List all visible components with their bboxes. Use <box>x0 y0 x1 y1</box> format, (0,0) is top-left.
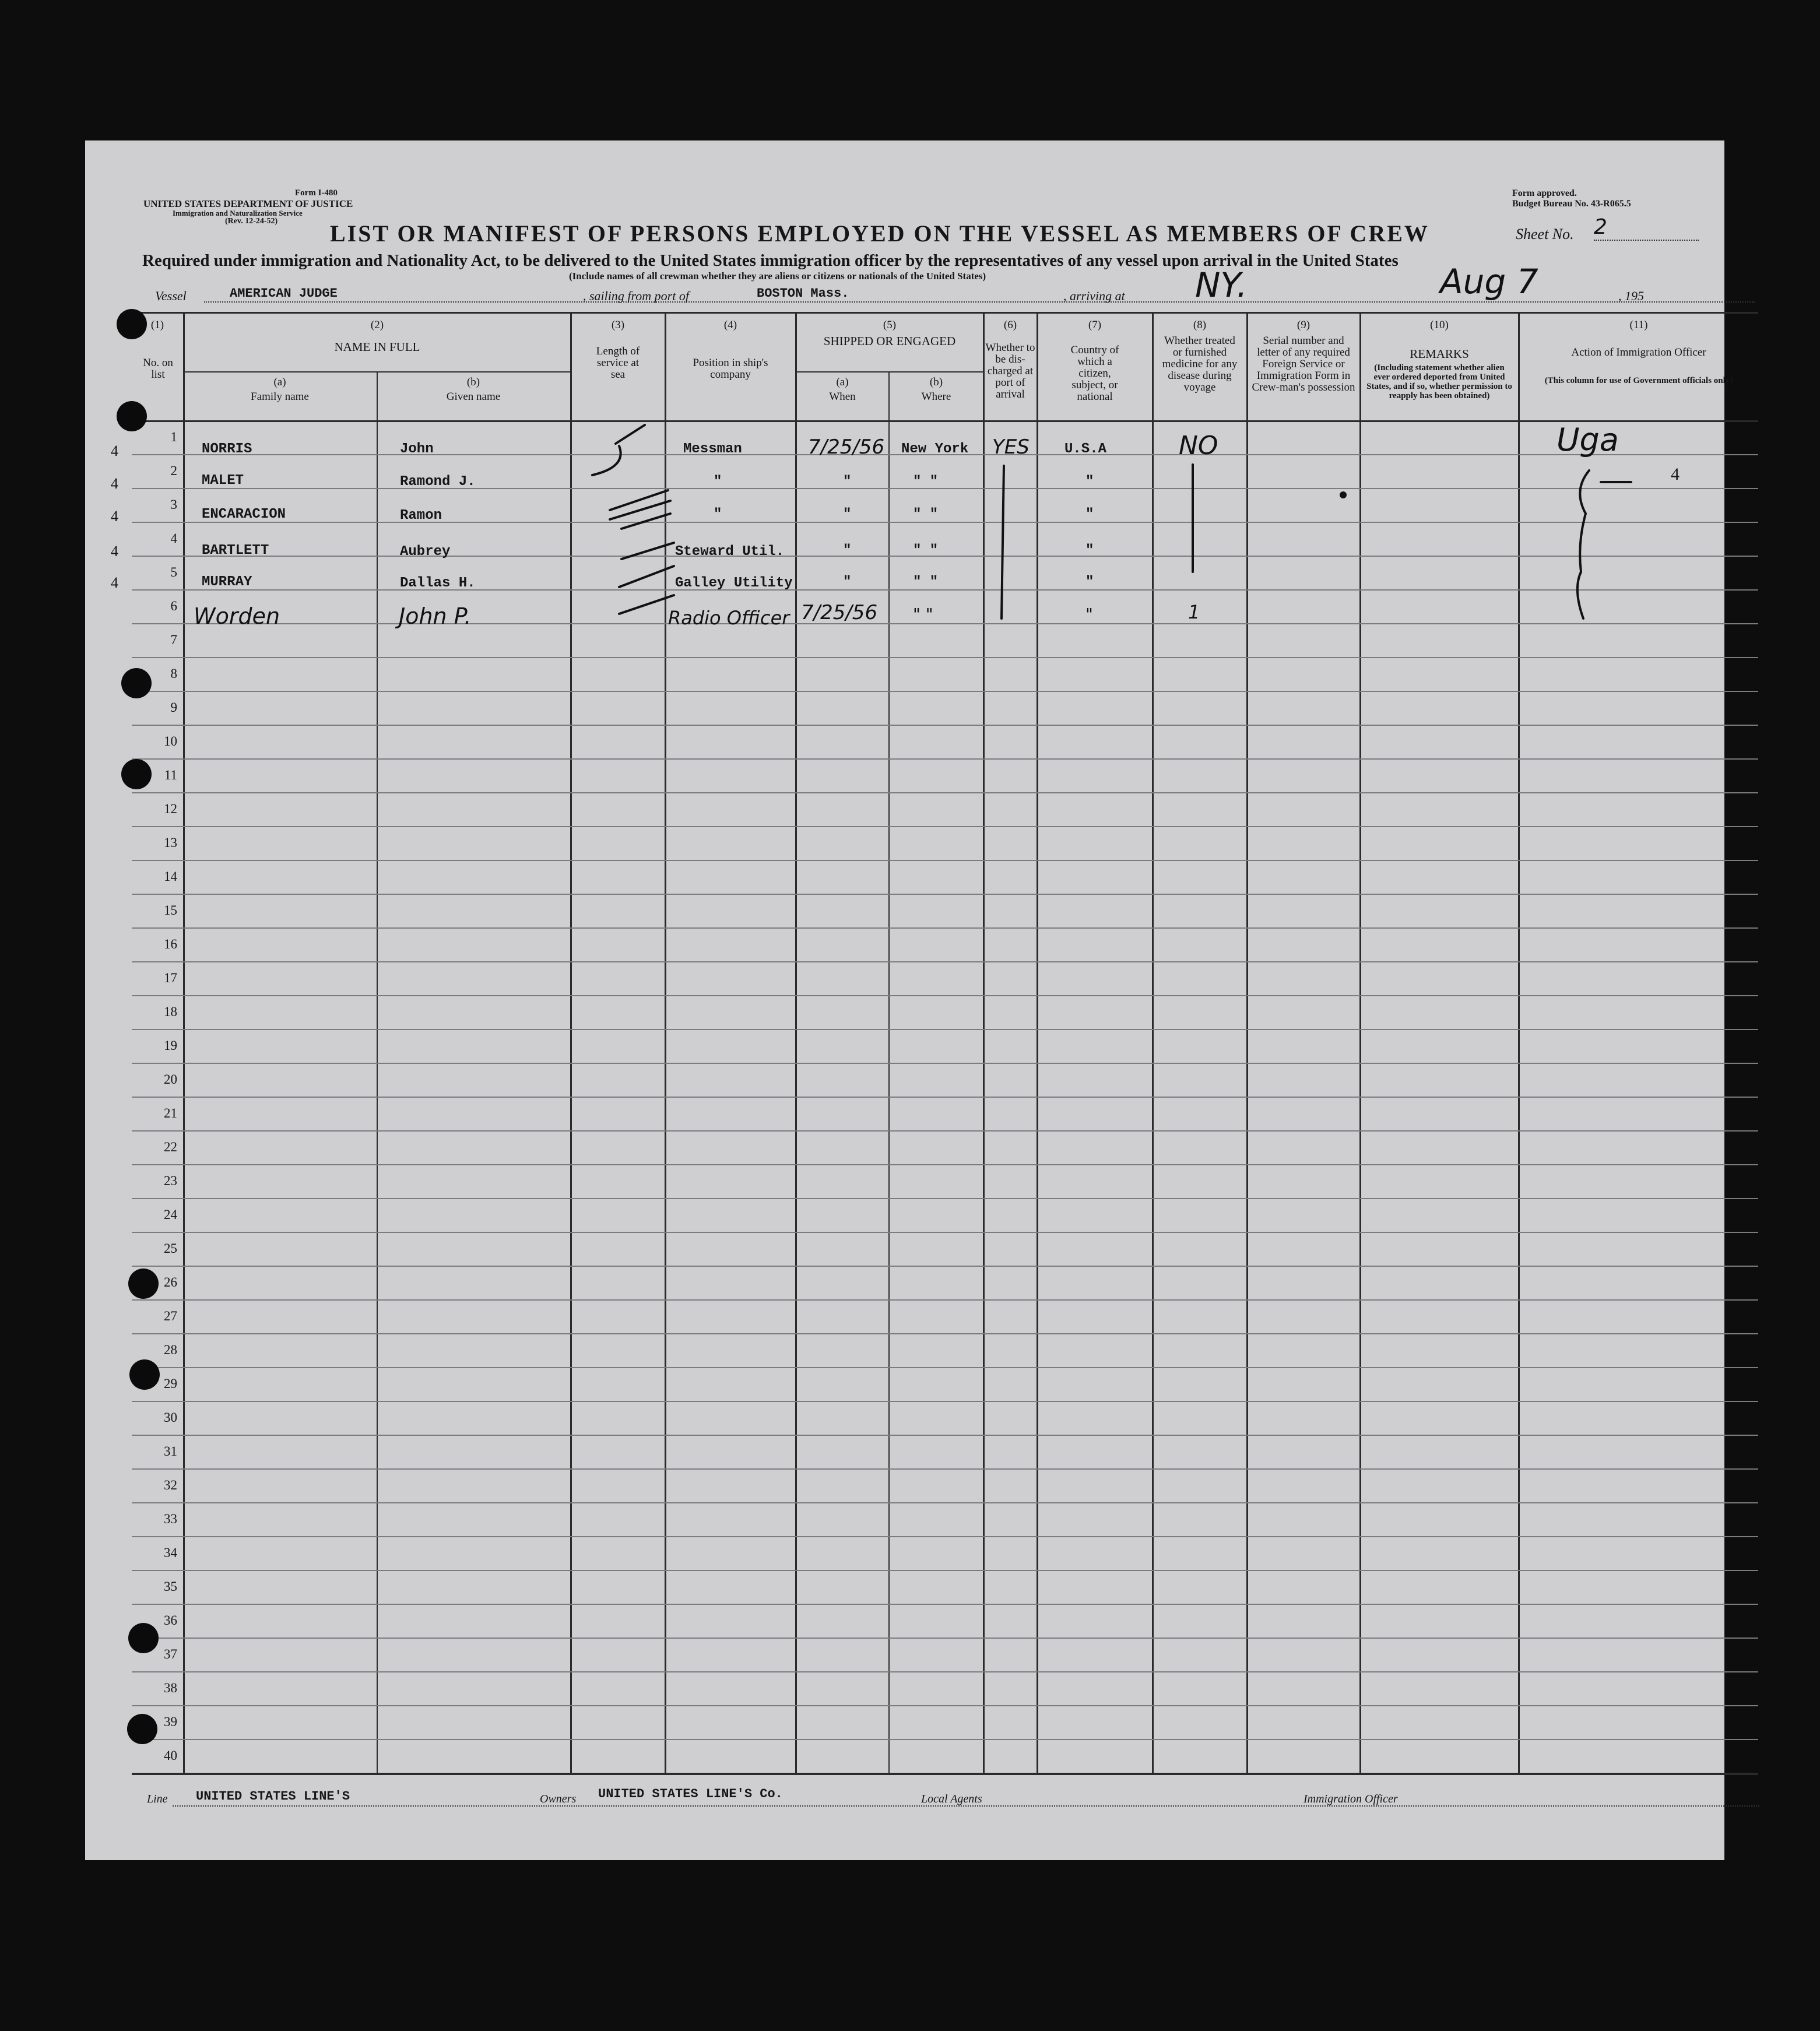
tick-mark-row5 <box>619 566 674 587</box>
budget-bureau: Budget Bureau No. 43-R065.5 <box>1512 199 1631 209</box>
tick-mark-row6 <box>619 595 674 614</box>
row-number: 1 <box>170 430 177 444</box>
row-line <box>132 961 1758 962</box>
row5-position: Galley Utility <box>675 575 793 591</box>
col8-header: Whether treated or furnished medicine for any disease during voyage <box>1162 335 1238 393</box>
row1-family-name: NORRIS <box>202 441 252 457</box>
department: UNITED STATES DEPARTMENT OF JUSTICE <box>143 198 353 209</box>
row-line <box>132 1638 1758 1639</box>
row1-where: New York <box>901 441 969 457</box>
row3-family-name: ENCARACION <box>202 507 286 522</box>
row-number: 26 <box>164 1275 177 1289</box>
sheet-number: 2 <box>1594 215 1607 239</box>
row1-margin-mark: 4 <box>111 442 118 459</box>
row4-family-name: BARTLETT <box>202 543 269 558</box>
row-number: 27 <box>164 1309 177 1323</box>
row-line <box>132 1130 1758 1132</box>
row-line <box>132 1536 1758 1537</box>
row-line <box>132 1029 1758 1030</box>
row-number: 4 <box>170 531 177 546</box>
row-number: 20 <box>164 1072 177 1087</box>
row1-given-name: John <box>400 441 434 457</box>
subtitle: Required under immigration and Nationality Act, to be delivered to the United States immigration officer by the representatives of any vessel upon arrival in the United States <box>142 251 1399 270</box>
col6-header: Whether to be dis-charged at port of arrival <box>985 342 1035 400</box>
row4-position: Steward Util. <box>675 544 785 560</box>
row-line <box>132 1435 1758 1436</box>
row-line <box>132 1705 1758 1706</box>
row3-country: " <box>1085 507 1094 522</box>
row-number: 29 <box>164 1376 177 1391</box>
row-number: 6 <box>170 599 177 613</box>
row-line <box>132 1367 1758 1368</box>
row-number: 22 <box>164 1140 177 1154</box>
col2-number: (2) <box>370 319 384 331</box>
row-line <box>132 1401 1758 1402</box>
row6-medicine: 1 <box>1188 601 1200 623</box>
col4-header: Position in ship's company <box>693 357 768 381</box>
row-line <box>132 860 1758 861</box>
footer-dotted-line <box>173 1805 1759 1807</box>
row-line <box>132 1299 1758 1301</box>
line-value: UNITED STATES LINE'S <box>196 1789 350 1804</box>
row-line <box>132 826 1758 827</box>
row4-given-name: Aubrey <box>400 544 451 560</box>
row-number: 30 <box>164 1410 177 1425</box>
row-number: 12 <box>164 802 177 816</box>
col9-header: Serial number and letter of any required Foreign Service or Immigration Form in Crew-man's possession <box>1252 335 1355 393</box>
col11-number: (11) <box>1629 319 1648 331</box>
col5b-header: Where <box>921 391 951 403</box>
row3-where: " " <box>913 507 939 522</box>
row-line <box>132 995 1758 996</box>
row-number: 21 <box>164 1106 177 1120</box>
row-number: 28 <box>164 1343 177 1357</box>
row4-when: " <box>843 543 852 558</box>
col3-number: (3) <box>611 319 625 331</box>
col5a-number: (a) <box>836 376 849 388</box>
include-note: (Include names of all crewman whether they are aliens or citizens or nationals of the United States) <box>569 270 986 282</box>
punch-hole <box>117 401 147 431</box>
row3-when: " <box>843 507 852 522</box>
row4-country: " <box>1085 543 1094 558</box>
col3-header: Length of service at sea <box>596 345 640 381</box>
col8-number: (8) <box>1193 319 1207 331</box>
row-number: 38 <box>164 1681 177 1695</box>
row-line <box>132 1502 1758 1503</box>
row1-action: Uga <box>1557 421 1619 458</box>
row-number: 39 <box>164 1714 177 1729</box>
col9-number: (9) <box>1297 319 1310 331</box>
col5a-header: When <box>829 391 856 403</box>
punch-hole <box>128 1623 159 1653</box>
row6-where: " " <box>913 605 933 624</box>
action-bracket <box>1577 470 1589 619</box>
row-number: 17 <box>164 971 177 985</box>
row-number: 15 <box>164 903 177 918</box>
row6-family-name: Worden <box>194 603 280 629</box>
row-line <box>132 792 1758 793</box>
punch-hole <box>117 309 147 339</box>
row-number: 10 <box>164 734 177 749</box>
row-line <box>132 1097 1758 1098</box>
row5-where: " " <box>913 574 939 590</box>
row-number: 32 <box>164 1478 177 1492</box>
row-line <box>132 1333 1758 1334</box>
row-number: 13 <box>164 835 177 850</box>
row-number: 3 <box>170 497 177 512</box>
form-number: Form I-480 <box>295 188 338 198</box>
col11-header: Action of Immigration Officer <box>1571 346 1706 359</box>
col6-number: (6) <box>1003 319 1017 331</box>
row-line <box>132 1671 1758 1672</box>
col7-header: Country of which a citizen, subject, or national <box>1070 344 1119 403</box>
table-bottom-border <box>132 1773 1758 1775</box>
row2-country: " <box>1085 474 1094 490</box>
row-number: 35 <box>164 1579 177 1594</box>
service: Immigration and Naturalization Service <box>173 209 303 217</box>
row1-discharged: YES <box>992 435 1030 459</box>
row-number: 7 <box>170 633 177 647</box>
row2-margin-mark: 4 <box>111 475 118 492</box>
row-line <box>132 1232 1758 1233</box>
col1-header: No. on list <box>143 357 173 381</box>
row-number: 8 <box>170 666 177 681</box>
row6-when: 7/25/56 <box>801 601 878 624</box>
row-line <box>132 927 1758 929</box>
tick-mark-row3 <box>610 490 670 529</box>
discharged-line <box>1002 466 1004 619</box>
row5-family-name: MURRAY <box>202 574 252 590</box>
col10-header: REMARKS <box>1410 347 1469 361</box>
row-number: 9 <box>170 700 177 715</box>
row-number: 14 <box>164 869 177 884</box>
row2-given-name: Ramond J. <box>400 474 476 490</box>
punch-hole <box>121 759 152 789</box>
row-number: 31 <box>164 1444 177 1459</box>
punch-hole <box>129 1359 160 1390</box>
row5-margin-mark: 4 <box>111 574 118 591</box>
arriving-label: , arriving at <box>1063 289 1125 303</box>
punch-hole <box>121 668 152 698</box>
punch-hole <box>128 1269 159 1299</box>
row6-position: Radio Officer <box>668 607 790 629</box>
row-number: 36 <box>164 1613 177 1628</box>
col5-header: SHIPPED OR ENGAGED <box>823 334 956 348</box>
col5b-number: (b) <box>929 376 943 388</box>
col1-number: (1) <box>150 319 164 331</box>
row4-where: " " <box>913 543 939 558</box>
local-agents-label: Local Agents <box>921 1793 982 1805</box>
row5-when: " <box>843 574 852 590</box>
col2a-number: (a) <box>273 376 286 388</box>
manifest-sheet <box>85 140 1733 1860</box>
row-number: 19 <box>164 1038 177 1053</box>
row2-where: " " <box>913 474 939 490</box>
row-line <box>132 1570 1758 1571</box>
row-number: 24 <box>164 1207 177 1222</box>
row-line <box>132 1164 1758 1165</box>
row-line <box>132 1063 1758 1064</box>
form-approved: Form approved. <box>1512 188 1577 198</box>
row-line <box>132 758 1758 760</box>
row1-position: Messman <box>683 441 742 457</box>
row-number: 23 <box>164 1173 177 1188</box>
row-line <box>132 894 1758 895</box>
row5-country: " <box>1085 574 1094 590</box>
tick-mark-row1 <box>592 425 645 475</box>
col10-number: (10) <box>1430 319 1449 331</box>
arriving-port: NY. <box>1195 265 1248 305</box>
row6-country: " <box>1085 605 1093 624</box>
vessel-label: Vessel <box>155 289 187 303</box>
punch-hole <box>127 1714 157 1744</box>
row3-margin-mark: 4 <box>111 508 118 525</box>
col2b-number: (b) <box>466 376 480 388</box>
row-number: 33 <box>164 1512 177 1526</box>
sailing-label: , sailing from port of <box>583 289 689 303</box>
row2-when: " <box>843 474 852 490</box>
arrival-date: Aug 7 <box>1440 262 1538 301</box>
year-label: , 195 <box>1618 289 1644 303</box>
row-line <box>132 725 1758 726</box>
owners-label: Owners <box>540 1793 577 1805</box>
sailing-port: BOSTON Mass. <box>757 286 849 301</box>
col4-number: (4) <box>723 319 737 331</box>
row1-country: U.S.A <box>1064 441 1107 457</box>
row-number: 5 <box>170 565 177 579</box>
revision: (Rev. 12-24-52) <box>225 217 278 226</box>
col2a-header: Family name <box>251 391 309 403</box>
row4-margin-mark: 4 <box>111 543 118 560</box>
row5-given-name: Dallas H. <box>400 575 476 591</box>
col5-number: (5) <box>883 319 897 331</box>
row-line <box>132 1468 1758 1470</box>
row-number: 2 <box>170 463 177 478</box>
row3-given-name: Ramon <box>400 508 442 523</box>
document-title: LIST OR MANIFEST OF PERSONS EMPLOYED ON THE VESSEL AS MEMBERS OF CREW <box>330 220 1429 247</box>
row-line <box>132 1198 1758 1199</box>
row6-given-name: John P. <box>399 603 472 629</box>
col2b-header: Given name <box>446 391 501 403</box>
handwritten-strokes <box>85 140 1724 723</box>
row-line <box>132 1266 1758 1267</box>
immigration-officer-label: Immigration Officer <box>1303 1793 1398 1805</box>
row-number: 40 <box>164 1748 177 1763</box>
sheet-label: Sheet No. <box>1516 226 1574 243</box>
col11-note: (This column for use of Government officials only) <box>1544 376 1733 385</box>
row-number: 18 <box>164 1004 177 1019</box>
row1-medicine: NO <box>1179 431 1218 461</box>
col2-header: NAME IN FULL <box>334 340 420 354</box>
row-number: 25 <box>164 1241 177 1256</box>
row-number: 34 <box>164 1545 177 1560</box>
row-line <box>132 1739 1758 1740</box>
row-number: 16 <box>164 937 177 951</box>
col10-note: (Including statement whether alien ever ordered deported from United States, and if so, whether permission to reapply has been obtained) <box>1366 363 1512 400</box>
ink-dot <box>1340 491 1347 498</box>
row-number: 11 <box>164 768 177 782</box>
row-number: 37 <box>164 1647 177 1661</box>
row2-family-name: MALET <box>202 473 244 489</box>
row-line <box>132 1604 1758 1605</box>
tick-mark-row4 <box>621 543 674 559</box>
row3-position: " <box>714 507 722 522</box>
row1-when: 7/25/56 <box>808 435 885 459</box>
vessel-name: AMERICAN JUDGE <box>230 286 338 301</box>
side-mark: 4 <box>1671 465 1680 484</box>
row2-position: " <box>714 474 722 490</box>
line-label: Line <box>147 1793 168 1805</box>
col7-number: (7) <box>1088 319 1102 331</box>
owners-value: UNITED STATES LINE'S Co. <box>598 1787 783 1801</box>
